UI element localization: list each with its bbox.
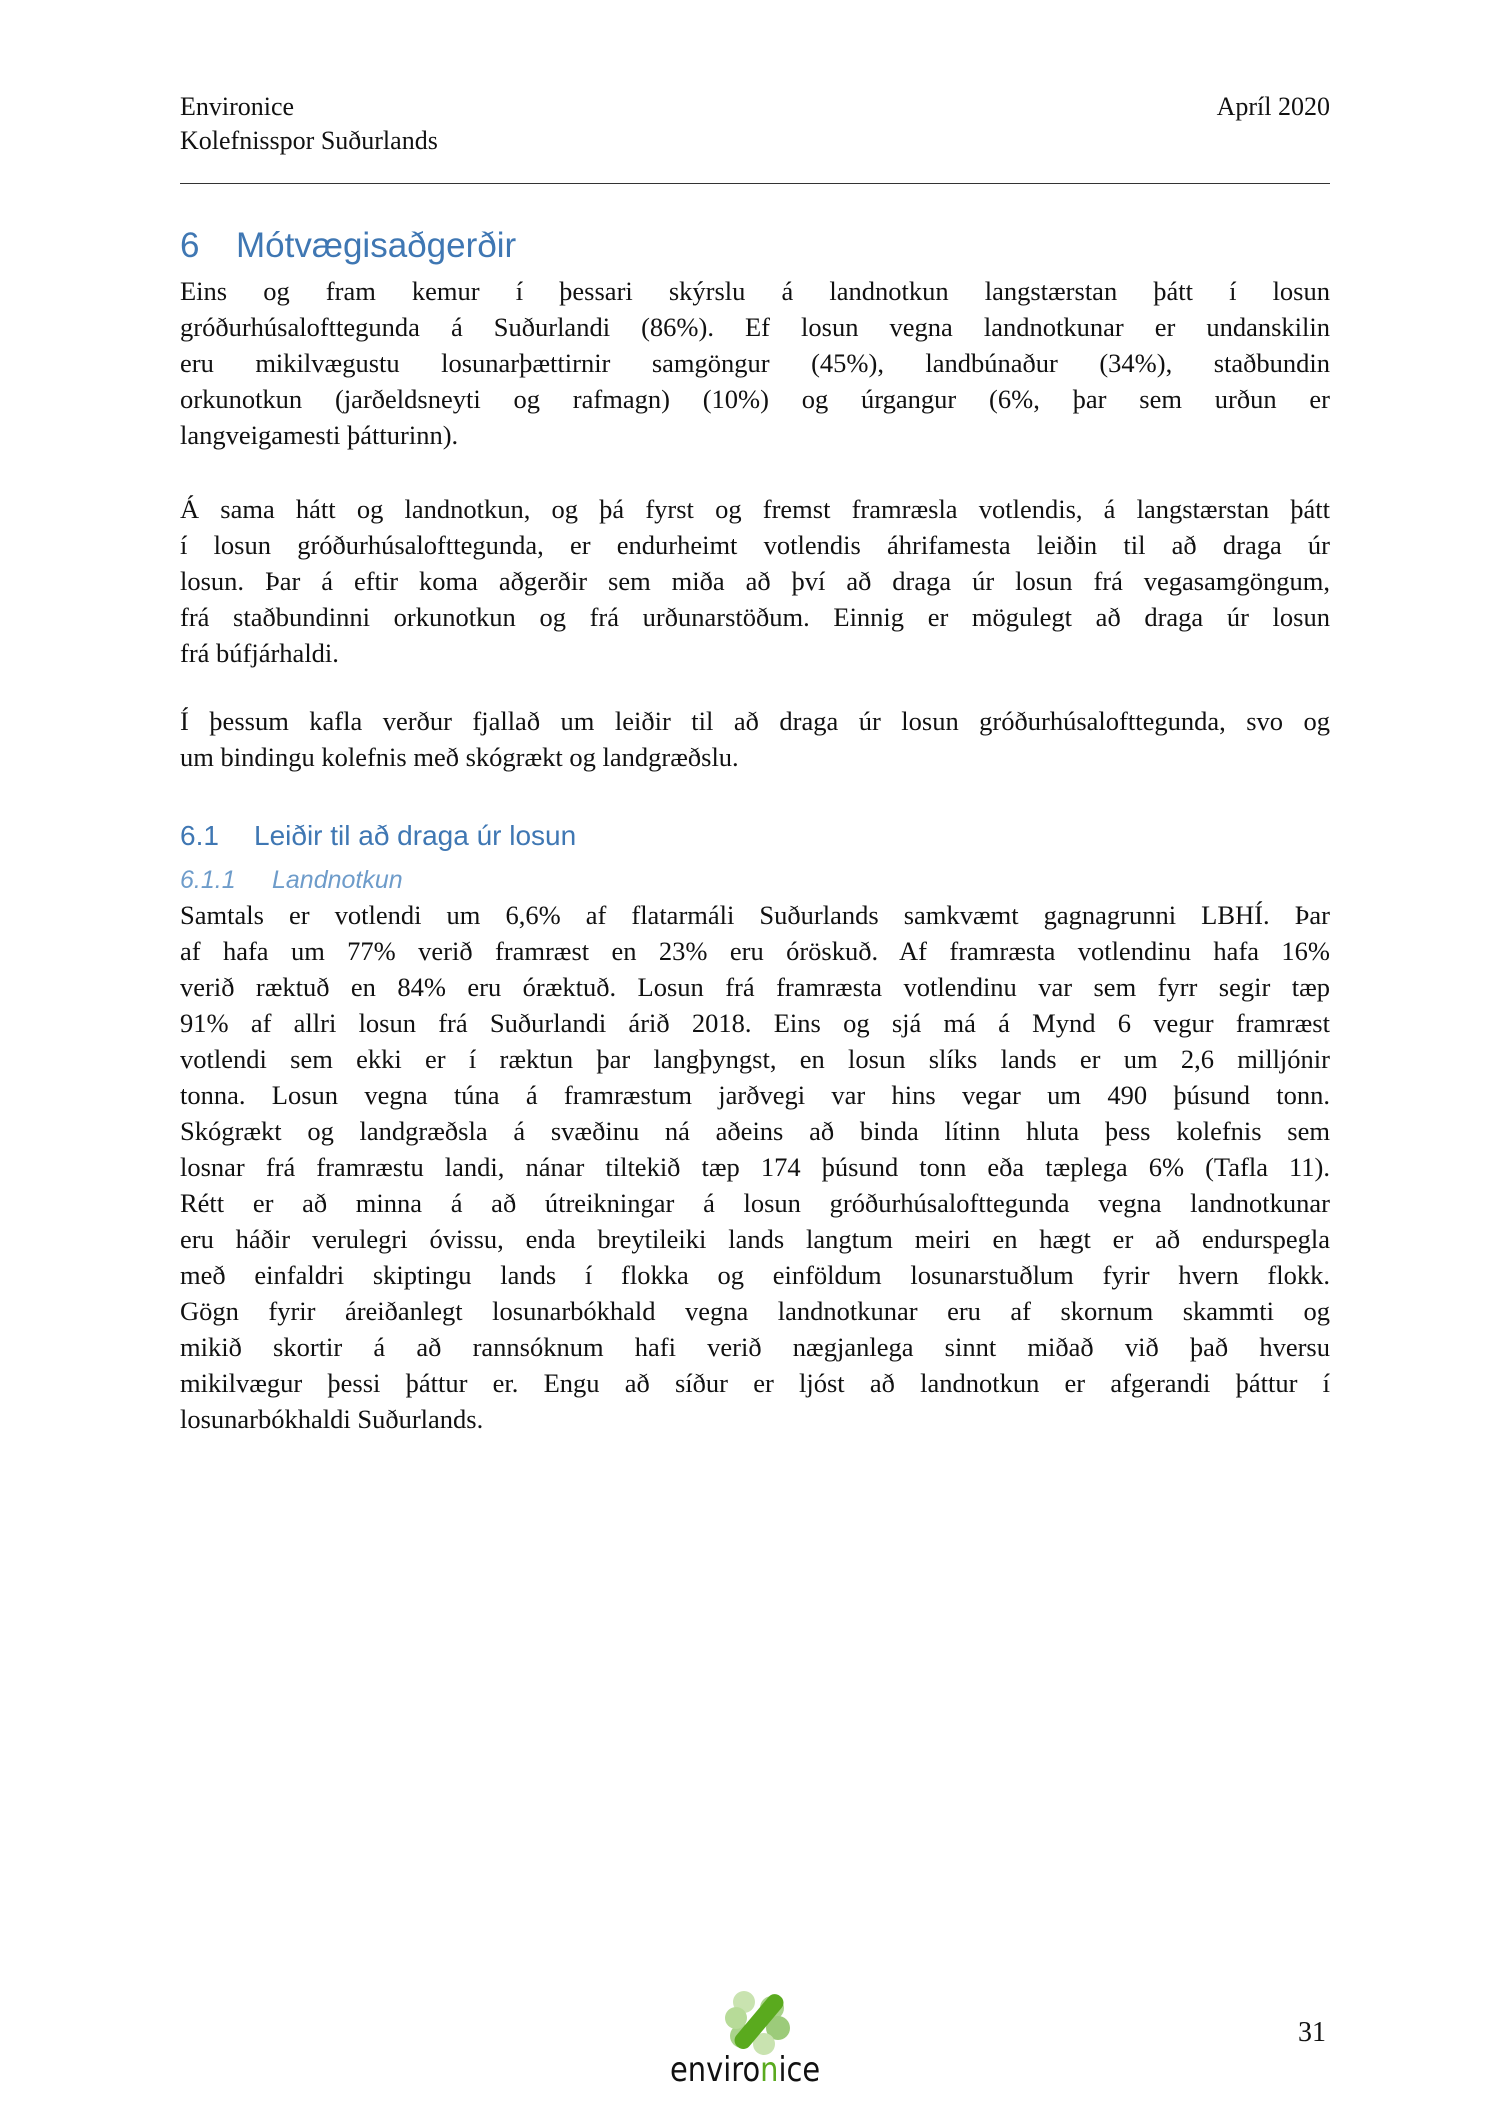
paragraph-line: Rétt er að minna á að útreikningar á losun gróðurhúsalofttegunda vegna landnotkunar [180,1188,1330,1218]
section-number: 6 [180,226,200,265]
paragraph-line: orkunotkun (jarðeldsneyti og rafmagn) (10%) og úrgangur (6%, þar sem urðun er [180,384,1330,414]
paragraph-line: gróðurhúsalofttegunda á Suðurlandi (86%). Ef losun vegna landnotkunar er undanskilin [180,312,1330,342]
logo-text-part: ice [778,2050,821,2090]
section-heading-6 [180,226,516,266]
paragraph-line: 91% af allri losun frá Suðurlandi árið 2018. Eins og sjá má á Mynd 6 vegur framræst [180,1008,1330,1038]
header-divider [180,183,1330,184]
section-heading-6-1-1 [180,866,403,895]
paragraph-line: Á sama hátt og landnotkun, og þá fyrst og fremst framræsla votlendis, á langstærstan þátt [180,494,1330,524]
paragraph-line: Gögn fyrir áreiðanlegt losunarbókhald vegna landnotkunar eru af skornum skammti og [180,1296,1330,1326]
paragraph [180,703,1330,775]
paragraph-line: með einfaldri skiptingu lands í flokka og einföldum losunarstuðlum fyrir hvern flokk. [180,1260,1330,1290]
paragraph-line: Í þessum kafla verður fjallað um leiðir til að draga úr losun gróðurhúsalofttegunda, svo og [180,706,1330,736]
paragraph-line: Eins og fram kemur í þessari skýrslu á landnotkun langstærstan þátt í losun [180,276,1330,306]
logo-text-part: enviro [670,2050,761,2090]
paragraph-line: eru mikilvægustu losunarþættirnir samgöngur (45%), landbúnaður (34%), staðbundin [180,348,1330,378]
running-header-left [180,90,438,158]
paragraph-line: frá búfjárhaldi. [180,638,339,668]
section-title: Leiðir til að draga úr losun [254,820,577,851]
page-number: 31 [1298,2017,1326,2048]
logo-text-part: n [760,2050,779,2090]
section-title: Mótvægisaðgerðir [236,226,517,265]
paragraph-line: af hafa um 77% verið framræst en 23% eru óröskuð. Af framræsta votlendinu hafa 16% [180,936,1330,966]
header-org: Environice [180,92,295,121]
paragraph-line: frá staðbundinni orkunotkun og frá urðunarstöðum. Einnig er mögulegt að draga úr losun [180,602,1330,632]
paragraph-line: mikið skortir á að rannsóknum hafi verið nægjanlega sinnt miðað við það hversu [180,1332,1330,1362]
paragraph-line: losnar frá framræstu landi, nánar tiltekið tæp 174 þúsund tonn eða tæplega 6% (Tafla 11). [180,1152,1330,1182]
paragraph-line: tonna. Losun vegna túna á framræstum jarðvegi var hins vegar um 490 þúsund tonn. [180,1080,1330,1110]
paragraph-line: losunarbókhaldi Suðurlands. [180,1404,484,1434]
paragraph-line: mikilvægur þessi þáttur er. Engu að síður er ljóst að landnotkun er afgerandi þáttur í [180,1368,1330,1398]
paragraph [180,897,1330,1437]
paragraph-line: í losun gróðurhúsalofttegunda, er endurheimt votlendis áhrifamesta leiðin til að draga úr [180,530,1330,560]
section-title: Landnotkun [272,866,403,894]
paragraph-line: um bindingu kolefnis með skógrækt og landgræðslu. [180,742,739,772]
paragraph-line: losun. Þar á eftir koma aðgerðir sem miða að því að draga úr losun frá vegasamgöngum, [180,566,1330,596]
paragraph-line: langveigamesti þátturinn). [180,420,459,450]
paragraph-line: votlendi sem ekki er í ræktun þar langþyngst, en losun slíks lands er um 2,6 milljónir [180,1044,1330,1074]
section-number: 6.1 [180,820,219,851]
section-number: 6.1.1 [180,866,236,894]
paragraph-line: verið ræktuð en 84% eru óræktuð. Losun frá framræsta votlendinu var sem fyrr segir tæp [180,972,1330,1002]
paragraph-line: Samtals er votlendi um 6,6% af flatarmáli Suðurlands samkvæmt gagnagrunni LBHÍ. Þar [180,900,1330,930]
paragraph [180,273,1330,453]
header-date: Apríl 2020 [1216,92,1330,121]
environice-logo-text [670,2050,820,2090]
header-report-title: Kolefnisspor Suðurlands [180,126,438,155]
paragraph [180,491,1330,671]
paragraph-line: Skógrækt og landgræðsla á svæðinu ná aðeins að binda lítinn hluta þess kolefnis sem [180,1116,1330,1146]
paragraph-line: eru háðir verulegri óvissu, enda breytileiki lands langtum meiri en hægt er að endurspegla [180,1224,1330,1254]
section-heading-6-1 [180,820,576,852]
